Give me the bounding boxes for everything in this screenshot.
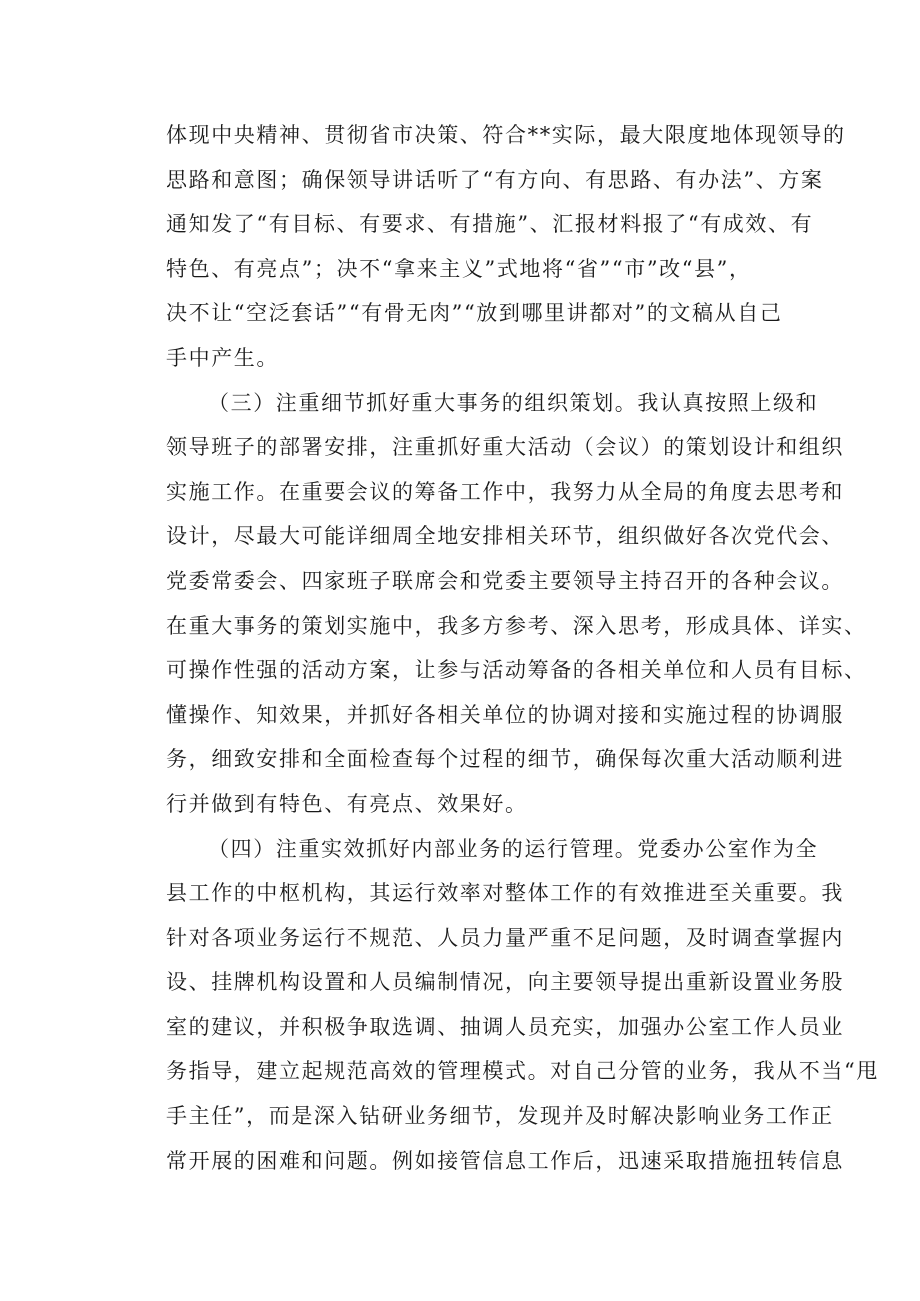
paragraph-line: 务，细致安排和全面检查每个过程的细节，确保每次重大活动顺利进 xyxy=(166,747,844,772)
paragraph-line: 实施工作。在重要会议的筹备工作中，我努力从全局的角度去思考和 xyxy=(166,479,844,504)
paragraph-line: 懂操作、知效果，并抓好各相关单位的协调对接和实施过程的协调服 xyxy=(166,702,844,727)
paragraph-line: 领导班子的部署安排，注重抓好重大活动（会议）的策划设计和组织 xyxy=(166,435,844,460)
paragraph-line: 通知发了“有目标、有要求、有措施”、汇报材料报了“有成效、有 xyxy=(166,212,814,237)
section-heading-line: （三）注重细节抓好重大事务的组织策划。我认真按照上级和 xyxy=(208,390,819,415)
paragraph-line: 体现中央精神、贯彻省市决策、符合**实际，最大限度地体现领导的 xyxy=(166,123,846,147)
paragraph-line: 特色、有亮点”；决不“拿来主义”式地将“省”“市”改“县”， xyxy=(166,256,752,281)
document-body xyxy=(166,113,879,1183)
paragraph-line: 可操作性强的活动方案，让参与活动筹备的各相关单位和人员有目标、 xyxy=(166,658,867,683)
section-heading-line: （四）注重实效抓好内部业务的运行管理。党委办公室作为全 xyxy=(208,836,819,861)
paragraph-line: 在重大事务的策划实施中，我多方参考、深入思考，形成具体、详实、 xyxy=(166,613,867,638)
paragraph-line: 室的建议，并积极争取选调、抽调人员充实，加强办公室工作人员业 xyxy=(166,1014,844,1039)
paragraph-line: 手主任”，而是深入钻研业务细节，发现并及时解决影响业务工作正 xyxy=(166,1104,834,1129)
paragraph-line: 设计，尽最大可能详细周全地安排相关环节，组织做好各次党代会、 xyxy=(166,524,844,549)
paragraph-line: 行并做到有特色、有亮点、效果好。 xyxy=(166,791,528,816)
paragraph-line: 常开展的困难和问题。例如接管信息工作后，迅速采取措施扭转信息 xyxy=(166,1148,844,1173)
paragraph-section-3 xyxy=(166,381,867,827)
paragraph-line: 决不让“空泛套话”“有骨无肉”“放到哪里讲都对”的文稿从自己 xyxy=(166,301,783,326)
paragraph-line: 县工作的中枢机构，其运行效率对整体工作的有效推进至关重要。我 xyxy=(166,881,844,906)
paragraph-line: 思路和意图；确保领导讲话听了“有方向、有思路、有办法”、方案 xyxy=(166,167,824,192)
paragraph-line: 党委常委会、四家班子联席会和党委主要领导主持召开的各种会议。 xyxy=(166,568,844,593)
paragraph-line: 针对各项业务运行不规范、人员力量严重不足问题，及时调查掌握内 xyxy=(166,925,844,950)
paragraph-section-4 xyxy=(166,827,879,1184)
paragraph-continuation xyxy=(166,113,846,381)
paragraph-line: 务指导，建立起规范高效的管理模式。对自己分管的业务，我从不当“甩 xyxy=(166,1059,879,1084)
paragraph-line: 手中产生。 xyxy=(166,345,279,370)
paragraph-line: 设、挂牌机构设置和人员编制情况，向主要领导提出重新设置业务股 xyxy=(166,970,844,995)
